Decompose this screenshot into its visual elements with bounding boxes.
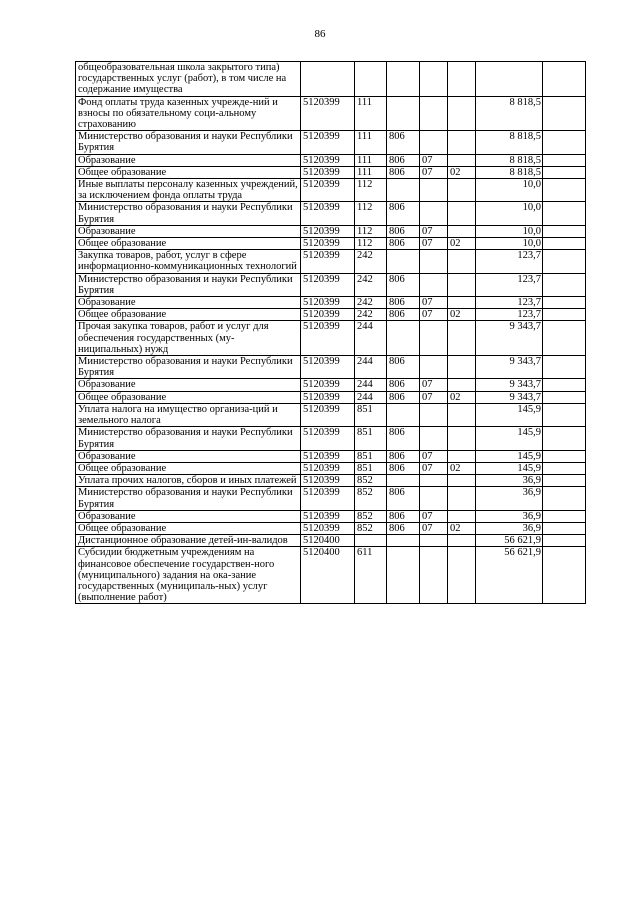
row-amount: 145,9 [476, 427, 543, 450]
row-section [420, 475, 448, 487]
row-section [420, 131, 448, 154]
row-section [420, 202, 448, 225]
row-expense-type: 852 [355, 510, 387, 522]
row-name: Министерство образования и науки Республики Бурятия [76, 202, 301, 225]
row-target-code: 5120399 [301, 427, 355, 450]
row-empty-cell [543, 297, 586, 309]
row-target-code: 5120399 [301, 309, 355, 321]
row-amount [476, 62, 543, 97]
row-target-code: 5120399 [301, 450, 355, 462]
row-name: Общее образование [76, 309, 301, 321]
row-department: 806 [387, 356, 420, 379]
row-expense-type: 111 [355, 96, 387, 131]
row-department: 806 [387, 379, 420, 391]
table-row [76, 427, 586, 450]
row-name: Закупка товаров, работ, услуг в сфере информационно-коммуникационных технологий [76, 250, 301, 273]
row-subsection [448, 297, 476, 309]
row-name: Общее образование [76, 166, 301, 178]
row-section: 07 [420, 225, 448, 237]
row-amount: 56 621,9 [476, 547, 543, 604]
row-subsection: 02 [448, 462, 476, 474]
row-department: 806 [387, 391, 420, 403]
row-subsection [448, 96, 476, 131]
row-empty-cell [543, 379, 586, 391]
row-subsection: 02 [448, 238, 476, 250]
row-target-code: 5120399 [301, 273, 355, 296]
row-amount: 10,0 [476, 225, 543, 237]
row-expense-type: 852 [355, 487, 387, 510]
row-name: Образование [76, 225, 301, 237]
row-expense-type: 852 [355, 475, 387, 487]
row-department [387, 321, 420, 356]
row-target-code: 5120400 [301, 547, 355, 604]
row-subsection [448, 179, 476, 202]
row-expense-type [355, 62, 387, 97]
row-target-code: 5120399 [301, 522, 355, 534]
row-section [420, 62, 448, 97]
row-subsection [448, 321, 476, 356]
row-amount: 123,7 [476, 309, 543, 321]
row-department: 806 [387, 309, 420, 321]
row-name: Образование [76, 154, 301, 166]
row-expense-type: 111 [355, 154, 387, 166]
table-body [76, 62, 586, 604]
row-name: Общее образование [76, 462, 301, 474]
table-row [76, 202, 586, 225]
row-target-code: 5120399 [301, 131, 355, 154]
row-empty-cell [543, 273, 586, 296]
table-row [76, 238, 586, 250]
row-expense-type: 111 [355, 166, 387, 178]
row-name: Министерство образования и науки Республики Бурятия [76, 487, 301, 510]
row-expense-type: 244 [355, 391, 387, 403]
row-name: Министерство образования и науки Республики Бурятия [76, 273, 301, 296]
row-empty-cell [543, 225, 586, 237]
row-target-code: 5120399 [301, 321, 355, 356]
row-department [387, 250, 420, 273]
row-amount: 145,9 [476, 403, 543, 426]
row-name: Министерство образования и науки Республики Бурятия [76, 427, 301, 450]
row-amount: 9 343,7 [476, 321, 543, 356]
row-empty-cell [543, 62, 586, 97]
row-department: 806 [387, 238, 420, 250]
row-amount: 123,7 [476, 273, 543, 296]
row-department [387, 62, 420, 97]
table-row [76, 547, 586, 604]
row-name: общеобразовательная школа закрытого типа) государственных услуг (работ), в том числе на содержание имущества [76, 62, 301, 97]
row-amount: 9 343,7 [476, 391, 543, 403]
row-target-code: 5120399 [301, 391, 355, 403]
row-amount: 145,9 [476, 462, 543, 474]
row-subsection [448, 450, 476, 462]
row-section: 07 [420, 166, 448, 178]
row-target-code: 5120399 [301, 250, 355, 273]
table-row [76, 309, 586, 321]
row-empty-cell [543, 403, 586, 426]
row-name: Уплата налога на имущество организа-ций и земельного налога [76, 403, 301, 426]
row-empty-cell [543, 475, 586, 487]
row-expense-type: 242 [355, 273, 387, 296]
row-target-code: 5120399 [301, 356, 355, 379]
row-amount: 8 818,5 [476, 96, 543, 131]
row-target-code: 5120399 [301, 179, 355, 202]
row-section: 07 [420, 510, 448, 522]
table-row [76, 356, 586, 379]
table-row [76, 154, 586, 166]
row-amount: 36,9 [476, 510, 543, 522]
row-subsection [448, 547, 476, 604]
row-section [420, 427, 448, 450]
row-name: Образование [76, 510, 301, 522]
row-subsection: 02 [448, 166, 476, 178]
table-row [76, 391, 586, 403]
row-section: 07 [420, 297, 448, 309]
row-target-code: 5120399 [301, 166, 355, 178]
row-subsection [448, 131, 476, 154]
row-amount: 36,9 [476, 487, 543, 510]
row-target-code: 5120400 [301, 535, 355, 547]
row-department: 806 [387, 510, 420, 522]
row-empty-cell [543, 309, 586, 321]
row-expense-type: 242 [355, 297, 387, 309]
row-section [420, 96, 448, 131]
table-row [76, 379, 586, 391]
row-empty-cell [543, 427, 586, 450]
table-row [76, 403, 586, 426]
row-expense-type: 244 [355, 356, 387, 379]
row-expense-type: 611 [355, 547, 387, 604]
row-subsection [448, 475, 476, 487]
row-department: 806 [387, 202, 420, 225]
row-subsection [448, 403, 476, 426]
row-department [387, 547, 420, 604]
row-section [420, 356, 448, 379]
row-department [387, 96, 420, 131]
row-target-code: 5120399 [301, 96, 355, 131]
table-row [76, 487, 586, 510]
row-name: Министерство образования и науки Республики Бурятия [76, 131, 301, 154]
row-name: Общее образование [76, 391, 301, 403]
table-row [76, 475, 586, 487]
row-section [420, 179, 448, 202]
row-target-code: 5120399 [301, 475, 355, 487]
row-section: 07 [420, 154, 448, 166]
row-subsection [448, 202, 476, 225]
table-row [76, 321, 586, 356]
row-subsection [448, 427, 476, 450]
row-empty-cell [543, 202, 586, 225]
row-empty-cell [543, 510, 586, 522]
row-section [420, 321, 448, 356]
row-target-code: 5120399 [301, 154, 355, 166]
row-amount: 8 818,5 [476, 131, 543, 154]
row-section [420, 273, 448, 296]
row-subsection [448, 273, 476, 296]
row-empty-cell [543, 166, 586, 178]
row-expense-type: 112 [355, 225, 387, 237]
row-empty-cell [543, 450, 586, 462]
row-empty-cell [543, 522, 586, 534]
row-subsection: 02 [448, 309, 476, 321]
row-expense-type: 851 [355, 450, 387, 462]
row-target-code: 5120399 [301, 379, 355, 391]
row-subsection [448, 250, 476, 273]
table-row [76, 297, 586, 309]
row-department: 806 [387, 166, 420, 178]
row-section [420, 403, 448, 426]
row-amount: 36,9 [476, 475, 543, 487]
row-name: Фонд оплаты труда казенных учрежде-ний и взносы по обязательному соци-альному страхованию [76, 96, 301, 131]
row-amount: 10,0 [476, 179, 543, 202]
row-amount: 123,7 [476, 250, 543, 273]
row-empty-cell [543, 462, 586, 474]
row-name: Прочая закупка товаров, работ и услуг для обеспечения государственных (му-ниципальных) нужд [76, 321, 301, 356]
row-empty-cell [543, 356, 586, 379]
row-subsection [448, 535, 476, 547]
row-expense-type: 244 [355, 321, 387, 356]
row-expense-type: 112 [355, 238, 387, 250]
row-target-code: 5120399 [301, 487, 355, 510]
row-name: Иные выплаты персоналу казенных учреждений, за исключением фонда оплаты труда [76, 179, 301, 202]
row-section: 07 [420, 522, 448, 534]
row-expense-type: 112 [355, 202, 387, 225]
row-empty-cell [543, 391, 586, 403]
row-empty-cell [543, 321, 586, 356]
row-empty-cell [543, 535, 586, 547]
table-row [76, 510, 586, 522]
row-subsection [448, 487, 476, 510]
row-name: Образование [76, 379, 301, 391]
row-target-code: 5120399 [301, 462, 355, 474]
row-section [420, 250, 448, 273]
row-amount: 10,0 [476, 238, 543, 250]
row-empty-cell [543, 154, 586, 166]
row-subsection [448, 356, 476, 379]
table-row [76, 131, 586, 154]
row-name: Министерство образования и науки Республики Бурятия [76, 356, 301, 379]
table-row [76, 166, 586, 178]
row-target-code: 5120399 [301, 202, 355, 225]
table-row [76, 522, 586, 534]
row-subsection [448, 510, 476, 522]
row-department: 806 [387, 131, 420, 154]
row-amount: 145,9 [476, 450, 543, 462]
row-subsection [448, 154, 476, 166]
row-name: Образование [76, 450, 301, 462]
table-row [76, 462, 586, 474]
row-section: 07 [420, 450, 448, 462]
row-subsection: 02 [448, 522, 476, 534]
row-empty-cell [543, 96, 586, 131]
row-amount: 123,7 [476, 297, 543, 309]
row-department: 806 [387, 522, 420, 534]
table-row [76, 250, 586, 273]
table-row [76, 225, 586, 237]
row-department: 806 [387, 462, 420, 474]
row-expense-type: 851 [355, 427, 387, 450]
row-section: 07 [420, 379, 448, 391]
row-empty-cell [543, 238, 586, 250]
row-section: 07 [420, 391, 448, 403]
row-empty-cell [543, 250, 586, 273]
row-amount: 8 818,5 [476, 154, 543, 166]
row-empty-cell [543, 547, 586, 604]
row-department: 806 [387, 297, 420, 309]
row-empty-cell [543, 179, 586, 202]
row-subsection [448, 379, 476, 391]
row-amount: 10,0 [476, 202, 543, 225]
table-row [76, 62, 586, 97]
row-section: 07 [420, 462, 448, 474]
row-department [387, 475, 420, 487]
row-target-code: 5120399 [301, 297, 355, 309]
row-expense-type: 852 [355, 522, 387, 534]
row-department: 806 [387, 450, 420, 462]
row-expense-type: 242 [355, 309, 387, 321]
table-row [76, 179, 586, 202]
row-department: 806 [387, 273, 420, 296]
row-expense-type: 851 [355, 462, 387, 474]
row-name: Субсидии бюджетным учреждениям на финансовое обеспечение государствен-ного (муниципального) задания на ока-зание государственных (муниципаль-ных) услуг (выполнение работ) [76, 547, 301, 604]
budget-table [75, 61, 586, 604]
row-department: 806 [387, 154, 420, 166]
row-name: Общее образование [76, 522, 301, 534]
row-section [420, 535, 448, 547]
row-target-code: 5120399 [301, 510, 355, 522]
row-amount: 9 343,7 [476, 356, 543, 379]
row-amount: 36,9 [476, 522, 543, 534]
row-section [420, 487, 448, 510]
row-expense-type: 111 [355, 131, 387, 154]
table-row [76, 273, 586, 296]
row-amount: 9 343,7 [476, 379, 543, 391]
row-subsection: 02 [448, 391, 476, 403]
table-row [76, 450, 586, 462]
row-target-code: 5120399 [301, 225, 355, 237]
page-number: 86 [314, 28, 326, 40]
row-subsection [448, 225, 476, 237]
row-department: 806 [387, 487, 420, 510]
row-section: 07 [420, 309, 448, 321]
row-name: Образование [76, 297, 301, 309]
row-expense-type [355, 535, 387, 547]
row-expense-type: 244 [355, 379, 387, 391]
row-department: 806 [387, 427, 420, 450]
row-amount: 8 818,5 [476, 166, 543, 178]
row-department: 806 [387, 225, 420, 237]
row-target-code: 5120399 [301, 238, 355, 250]
row-expense-type: 112 [355, 179, 387, 202]
row-name: Уплата прочих налогов, сборов и иных платежей [76, 475, 301, 487]
row-name: Дистанционное образование детей-ин-валидов [76, 535, 301, 547]
row-amount: 56 621,9 [476, 535, 543, 547]
row-department [387, 535, 420, 547]
row-expense-type: 242 [355, 250, 387, 273]
table-row [76, 96, 586, 131]
row-target-code: 5120399 [301, 403, 355, 426]
row-section: 07 [420, 238, 448, 250]
row-department [387, 179, 420, 202]
row-target-code [301, 62, 355, 97]
row-section [420, 547, 448, 604]
row-empty-cell [543, 487, 586, 510]
row-name: Общее образование [76, 238, 301, 250]
row-subsection [448, 62, 476, 97]
row-department [387, 403, 420, 426]
row-expense-type: 851 [355, 403, 387, 426]
table-row [76, 535, 586, 547]
row-empty-cell [543, 131, 586, 154]
